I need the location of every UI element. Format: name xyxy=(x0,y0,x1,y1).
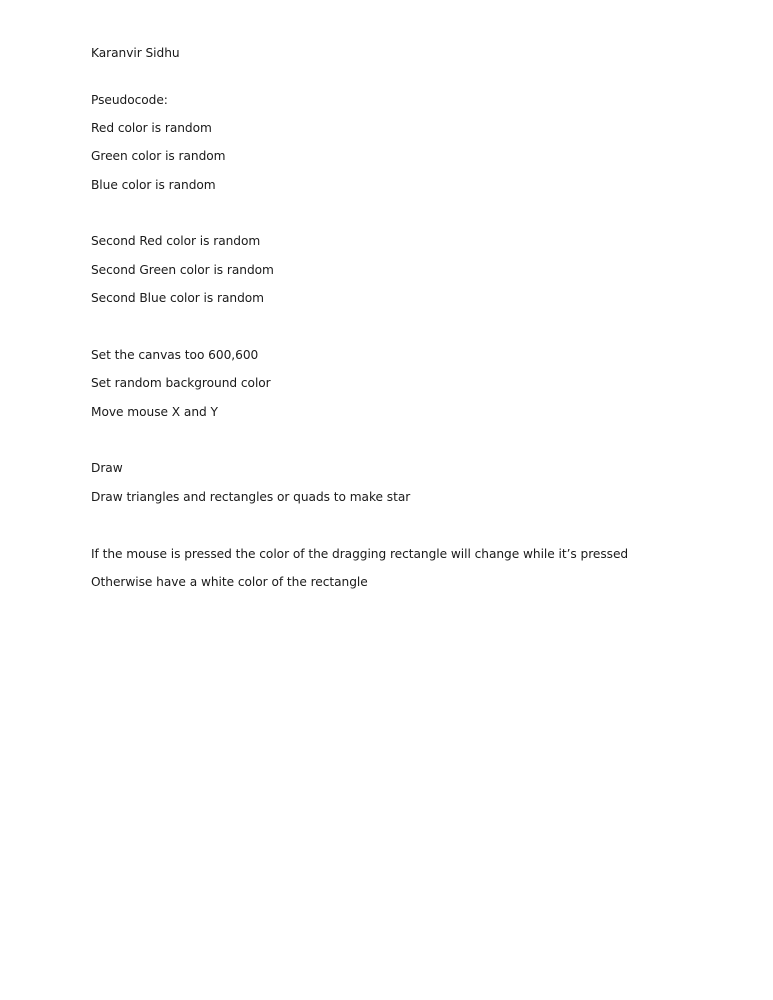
author-name: Karanvir Sidhu xyxy=(91,46,180,60)
pseudocode-line: Second Blue color is random xyxy=(91,291,264,305)
pseudocode-line: Green color is random xyxy=(91,149,226,163)
pseudocode-line: Red color is random xyxy=(91,121,212,135)
pseudocode-line: Draw xyxy=(91,461,123,475)
pseudocode-line: Draw triangles and rectangles or quads to make star xyxy=(91,490,411,504)
pseudocode-line: Second Green color is random xyxy=(91,263,274,277)
pseudocode-line: Second Red color is random xyxy=(91,234,261,248)
pseudocode-heading: Pseudocode: xyxy=(91,93,168,107)
pseudocode-line: Blue color is random xyxy=(91,178,216,192)
pseudocode-line: Set random background color xyxy=(91,376,271,390)
pseudocode-line: If the mouse is pressed the color of the dragging rectangle will change while it’s pressed xyxy=(91,547,629,561)
pseudocode-line: Move mouse X and Y xyxy=(91,405,218,419)
pseudocode-line: Otherwise have a white color of the rectangle xyxy=(91,575,368,589)
pseudocode-line: Set the canvas too 600,600 xyxy=(91,348,259,362)
